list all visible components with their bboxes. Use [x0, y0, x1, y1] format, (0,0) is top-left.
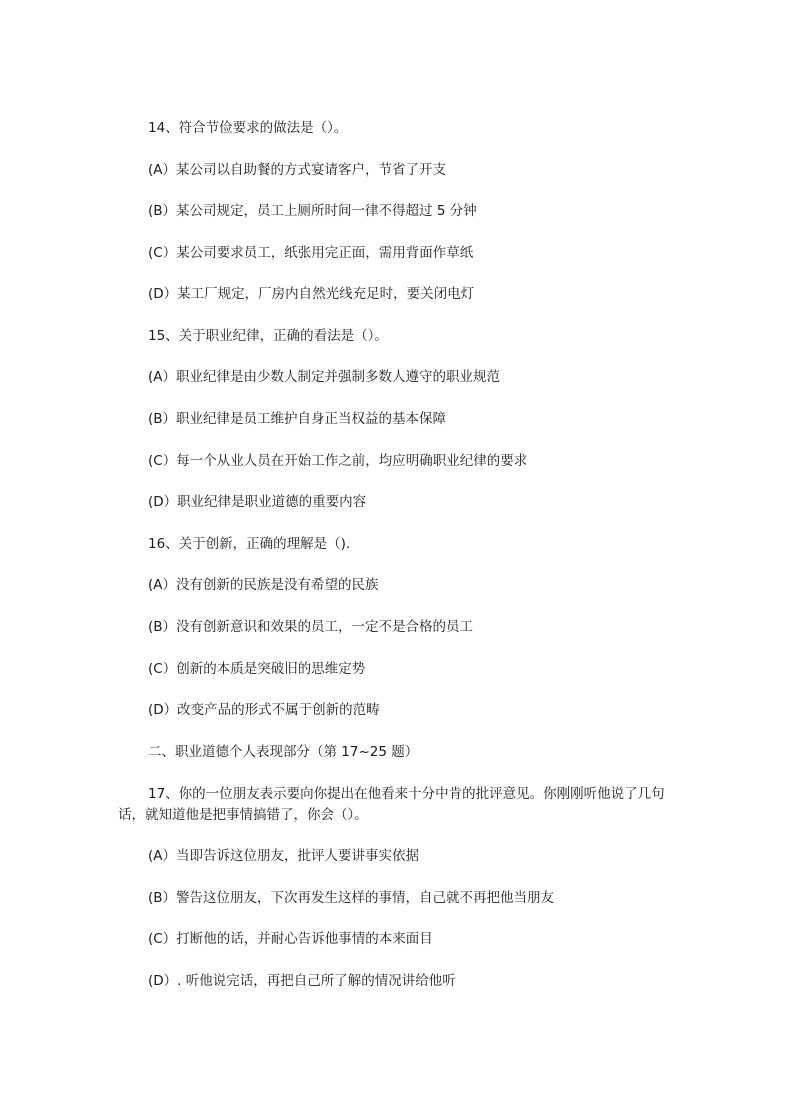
option-16-a: (A）没有创新的民族是没有希望的民族: [148, 577, 379, 593]
option-14-a: (A）某公司以自助餐的方式宴请客户，节省了开支: [148, 162, 447, 178]
option-14-b: (B）某公司规定，员工上厕所时间一律不得超过 5 分钟: [148, 203, 477, 219]
option-14-d: (D）某工厂规定，厂房内自然光线充足时，要关闭电灯: [148, 286, 475, 302]
option-17-b: (B）警告这位朋友，下次再发生这样的事情，自己就不再把他当朋友: [148, 890, 555, 906]
option-15-c: (C）每一个从业人员在开始工作之前，均应明确职业纪律的要求: [148, 453, 528, 469]
option-15-a: (A）职业纪律是由少数人制定并强制多数人遵守的职业规范: [148, 369, 501, 385]
option-14-c: (C）某公司要求员工，纸张用完正面，需用背面作草纸: [148, 245, 474, 261]
option-16-c: (C）创新的本质是突破旧的思维定势: [148, 661, 366, 677]
option-15-b: (B）职业纪律是员工维护自身正当权益的基本保障: [148, 411, 447, 427]
option-16-d: (D）改变产品的形式不属于创新的范畴: [148, 702, 380, 718]
option-17-a: (A）当即告诉这位朋友，批评人要讲事实依据: [148, 848, 420, 864]
option-15-d: (D）职业纪律是职业道德的重要内容: [148, 494, 367, 510]
option-16-b: (B）没有创新意识和效果的员工，一定不是合格的员工: [148, 619, 474, 635]
question-17: 17、你的一位朋友表示要向你提出在他看来十分中肯的批评意见。你刚刚听他说了几句话，就知道他是把事情搞错了，你会（）。: [118, 786, 665, 823]
question-15: 15、关于职业纪律，正确的看法是（）。: [148, 328, 388, 344]
option-17-d: (D）. 听他说完话，再把自己所了解的情况讲给他听: [148, 973, 456, 989]
question-14: 14、符合节俭要求的做法是（）。: [148, 120, 348, 136]
section-heading: 二、职业道德个人表现部分（第 17~25 题）: [148, 744, 419, 760]
option-17-c: (C）打断他的话，并耐心告诉他事情的本来面目: [148, 931, 433, 947]
question-16: 16、关于创新，正确的理解是（).: [148, 536, 351, 552]
